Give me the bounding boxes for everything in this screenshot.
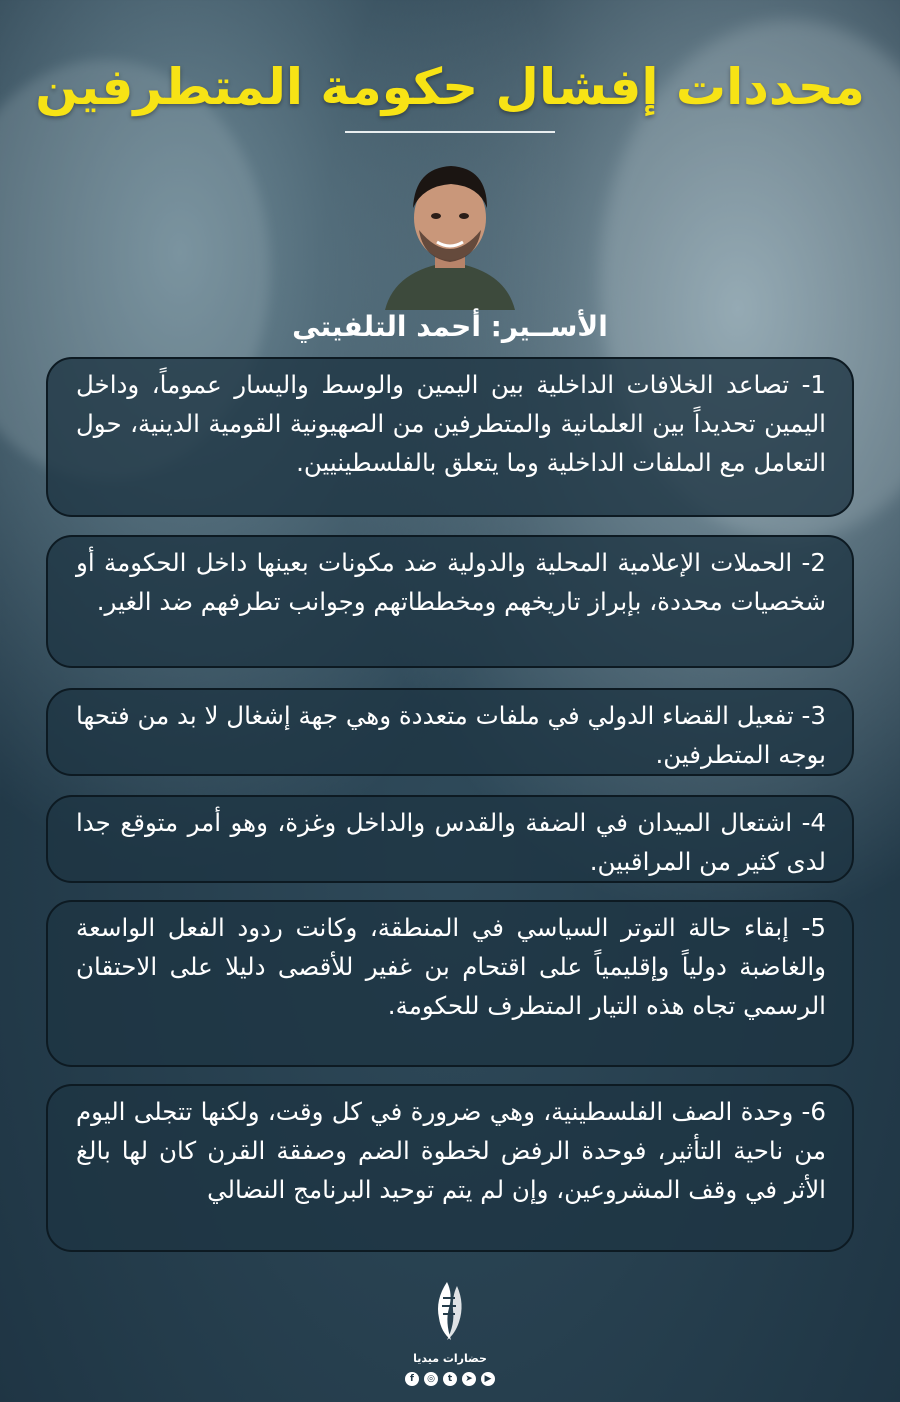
author-name: الأســير: أحمد التلفيتي xyxy=(292,310,608,343)
point-box-1: 1- تصاعد الخلافات الداخلية بين اليمين والوسط واليسار عموماً، وداخل اليمين تحديداً بين العلمانية والمتطرفين من الصهيونية القومية الدينية، حول التعامل مع الملفات الداخلية وما يتعلق بالفلسطينيين. xyxy=(46,357,854,517)
point-box-3: 3- تفعيل القضاء الدولي في ملفات متعددة وهي جهة إشغال لا بد من فتحها بوجه المتطرفين. xyxy=(46,688,854,776)
brand-logo-icon xyxy=(425,1278,475,1344)
author-portrait xyxy=(375,150,525,310)
point-box-2: 2- الحملات الإعلامية المحلية والدولية ضد مكونات بعينها داخل الحكومة أو شخصيات محددة، بإبراز تاريخهم ومخططاتهم وجوانب تطرفهم ضد الغير. xyxy=(46,535,854,668)
instagram-icon[interactable]: ◎ xyxy=(424,1372,438,1386)
social-icons xyxy=(405,1372,495,1388)
youtube-icon[interactable]: ▶ xyxy=(481,1372,495,1386)
brand-name: حضارات ميديا xyxy=(413,1352,487,1365)
point-box-5: 5- إبقاء حالة التوتر السياسي في المنطقة، وكانت ردود الفعل الواسعة والغاضبة دولياً وإقليمياً على اقتحام بن غفير للأقصى دليلا على الاحتقان الرسمي تجاه هذه التيار المتطرف للحكومة. xyxy=(46,900,854,1067)
facebook-icon[interactable]: f xyxy=(405,1372,419,1386)
twitter-icon[interactable]: t xyxy=(443,1372,457,1386)
page-title: محددات إفشال حكومة المتطرفين xyxy=(35,58,865,116)
point-box-4: 4- اشتعال الميدان في الضفة والقدس والداخل وغزة، وهو أمر متوقع جدا لدى كثير من المراقبين. xyxy=(46,795,854,883)
telegram-icon[interactable]: ➤ xyxy=(462,1372,476,1386)
title-divider xyxy=(345,131,555,133)
point-box-6: 6- وحدة الصف الفلسطينية، وهي ضرورة في كل وقت، ولكنها تتجلى اليوم من ناحية التأثير، فوحدة الرفض لخطوة الضم وصفقة القرن كان لها بالغ الأثر في وقف المشروعين، وإن لم يتم توحيد البرنامج النضالي xyxy=(46,1084,854,1252)
